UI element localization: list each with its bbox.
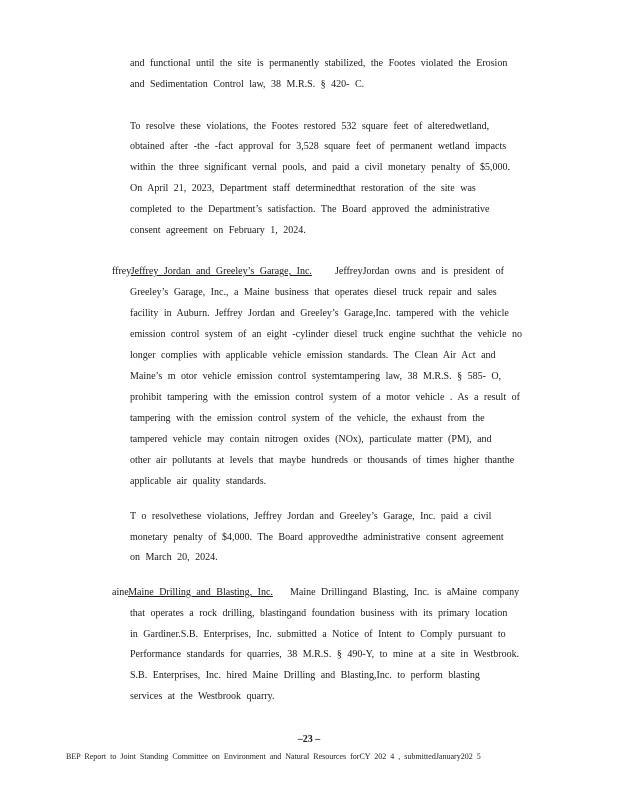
- paragraph-line: On April 21, 2023, Department staff determinedthat restoration of the site was: [130, 183, 476, 194]
- paragraph-line: prohibit tampering with the emission control system of a motor vehicle . As a result of: [130, 392, 520, 403]
- paragraph-line: within the three significant vernal pools, and paid a civil monetary penalty of $5,000.: [130, 162, 511, 173]
- heading-text: Maine Drilling and Blasting, Inc.: [128, 587, 273, 598]
- paragraph-line: services at the Westbrook quarry.: [130, 691, 275, 702]
- margin-label: ffrey: [112, 266, 132, 277]
- margin-label: aine: [112, 587, 129, 598]
- page-number: –23 –: [297, 734, 321, 745]
- paragraph-line: T o resolvethese violations, Jeffrey Jordan and Greeley’s Garage, Inc. paid a civil: [130, 511, 492, 522]
- paragraph-line: JeffreyJordan owns and is president of: [335, 266, 504, 277]
- section-heading-jordan: [112, 265, 312, 279]
- paragraph-line: facility in Auburn. Jeffrey Jordan and Greeley’s Garage,Inc. tampered with the vehicle: [130, 308, 509, 319]
- paragraph-line: completed to the Department’s satisfaction. The Board approved the administrative: [130, 204, 490, 215]
- paragraph-line: consent agreement on February 1, 2024.: [130, 225, 306, 236]
- paragraph-line: tampered vehicle may contain nitrogen oxides (NOx), particulate matter (PM), and: [130, 434, 492, 445]
- heading-text: Jeffrey Jordan and Greeley’s Garage, Inc.: [130, 266, 312, 277]
- paragraph-line: other air pollutants at levels that maybe hundreds or thousands of times higher thanthe: [130, 455, 515, 466]
- paragraph-line: on March 20, 2024.: [130, 552, 218, 563]
- paragraph-line: Maine’s m otor vehicle emission control systemtampering law, 38 M.R.S. § 585- O,: [130, 371, 502, 382]
- paragraph-line: and functional until the site is permanently stabilized, the Footes violated the Erosion: [130, 58, 508, 69]
- paragraph-line: emission control system of an eight -cylinder diesel truck engine suchthat the vehicle no: [130, 329, 522, 340]
- page-footer: BEP Report to Joint Standing Committee on Environment and Natural Resources forCY 202 4 , submittedJanuary202 5: [66, 752, 481, 761]
- section-heading-maine: [112, 586, 273, 600]
- paragraph-line: obtained after -the -fact approval for 3,528 square feet of permanent wetland impacts: [130, 141, 507, 152]
- paragraph-line: To resolve these violations, the Footes restored 532 square feet of alteredwetland,: [130, 121, 490, 132]
- paragraph-line: S.B. Enterprises, Inc. hired Maine Drilling and Blasting,Inc. to perform blasting: [130, 670, 480, 681]
- paragraph-line: Performance standards for quarries, 38 M.R.S. § 490-Y, to mine at a site in Westbrook.: [130, 649, 520, 660]
- paragraph-line: applicable air quality standards.: [130, 476, 267, 487]
- paragraph-line: Greeley’s Garage, Inc., a Maine business that operates diesel truck repair and sales: [130, 287, 497, 298]
- paragraph-line: and Sedimentation Control law, 38 M.R.S. § 420- C.: [130, 79, 365, 90]
- paragraph-line: that operates a rock drilling, blastingand foundation business with its primary location: [130, 608, 508, 619]
- paragraph-line: tampering with the emission control system of the vehicle, the exhaust from the: [130, 413, 485, 424]
- paragraph-line: longer complies with applicable vehicle emission standards. The Clean Air Act and: [130, 350, 496, 361]
- paragraph-line: Maine Drillingand Blasting, Inc. is aMaine company: [290, 587, 520, 598]
- paragraph-line: monetary penalty of $4,000. The Board approvedthe administrative consent agreement: [130, 532, 504, 543]
- paragraph-line: in Gardiner.S.B. Enterprises, Inc. submitted a Notice of Intent to Comply pursuant to: [130, 629, 506, 640]
